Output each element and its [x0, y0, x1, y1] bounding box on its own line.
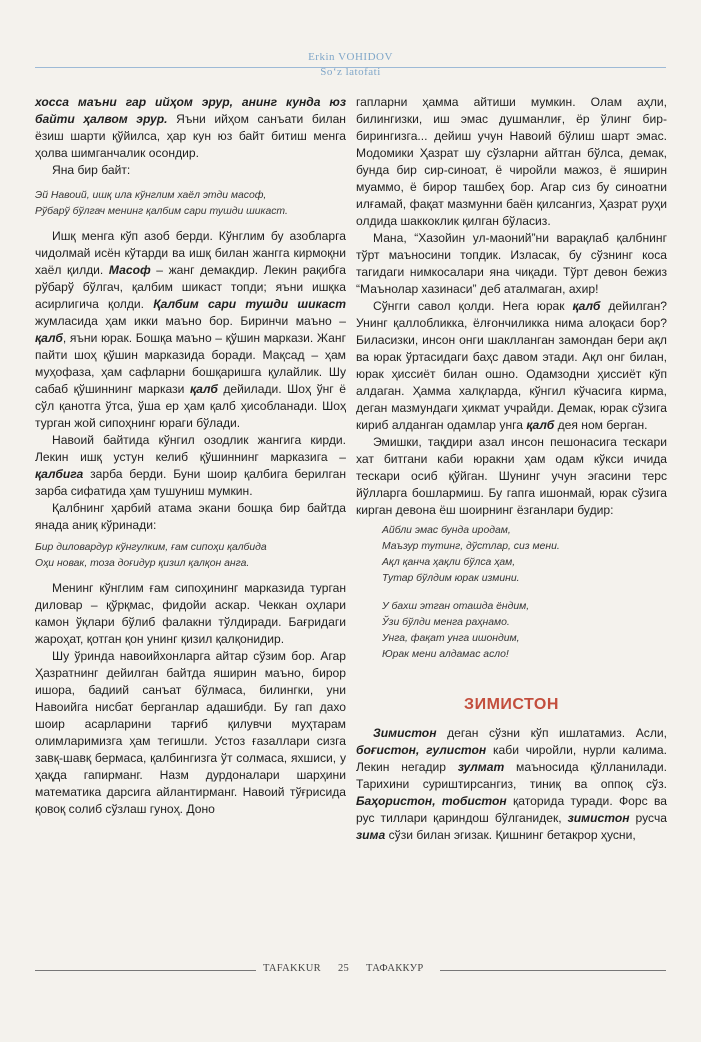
- emphasis: зулмат: [457, 760, 505, 774]
- verse-line: Юрак мени алдамас асло!: [382, 649, 509, 660]
- paragraph: гапларни ҳамма айтиши мумкин. Олам аҳли, билингизки, иш эмас душманлиғ, ёр ўлинг бир-бирингизга... дейиш учун Навоий бўлиш шарт эмас. Модомики Ҳазрат шу сўзларни айтган бўлса, демак, бунда бир сир-синоат, ё чиройли мажоз, ё яширин муаммо, ё бирор ташбеҳ бор. Агар сиз бу синоатни илғамай, фақат мазмунни баён қилсангиз, Ҳазрат руҳи олдида шаккоклик қилган бўласиз.: [356, 95, 667, 228]
- verse-line: Тутар бўлдим юрак измини.: [382, 573, 520, 584]
- verse-quote: [382, 523, 667, 587]
- verse-line: Ўзи бўлди менга раҳнамо.: [382, 617, 510, 628]
- footer-rule-right: [440, 970, 666, 971]
- verse-line: Рўбарў бўлгач менинг қалбим сари тушди шикаст.: [35, 206, 288, 217]
- emphasis: хосса маъни гар ийҳом эрур, анинг кунда юз байти ҳалвом эрур.: [35, 95, 346, 126]
- emphasis: қалбига: [35, 467, 84, 481]
- paragraph: Ишқ менга кўп азоб берди. Кўнглим бу азобларга чидолмай исён кўтарди ва ишқ билан жангга кирмоқни хаёл қилди. Масоф – жанг демакдир. Лекин рақибга рўбарў бўлгач, қалбим шикаст топди; яъни ишқка асирлигича қолди. Қалбим сари тушди шикаст жумласида ҳам икки маъно бор. Биринчи маъно – қалб, яъни юрак. Бошқа маъно – қўшин маркази. Жанг пайти шоҳ қўшин марказида боради. Мақсад – ҳам муҳофаза, ҳам сафларни бошқаришга қулайлик. Шу сабаб қўшиннинг маркази қалб дейилади. Шоҳ ўнг ё сўл қанотга ўтса, ўша ер ҳам қалб ҳисобланади. Шоҳ турган жой сипоҳнинг юраги бўлади.: [35, 229, 347, 430]
- paragraph: Сўнгги савол қолди. Нега юрак қалб дейилган? Унинг қаллобликка, ёлғончиликка нима алоқаси бор? Биласизки, инсон онги шаклланган замондан бери ақл ва юрак ўртасидаги баҳс давом этади. Ақл онг билан, юрак ҳиссиёт билан ошно. Одамзодни ҳиссиёт кўп алдаган. Ҳамма халқларда, кўнгил кўчасига кирма, деган мазмундаги ҳикмат учрайди. Демак, юрак сўзига кириб алданган одамлар унга қалб дея ном берган.: [356, 299, 667, 432]
- emphasis: қалб: [35, 331, 63, 345]
- paragraph: Зимистон деган сўзни кўп ишлатамиз. Асли, боғистон, гулистон каби чиройли, нурли калима. Лекин негадир зулмат маъносида қўлланилади. Тарихини суриштирсангиз, тиниқ ва оппоқ сўз. Баҳористон, тобистон қаторида туради. Форс ва рус тиллари қариндош бўлганидек, зимистон русча зима сўзи билан эгизак. Қишнинг бетакрор ҳусни,: [356, 726, 667, 842]
- emphasis: қалб: [526, 418, 555, 432]
- verse-line: Оҳи новак, тоза доғидур қизил қалқон анга.: [35, 558, 250, 569]
- verse-line: Унга, фақат унга ишондим,: [382, 633, 520, 644]
- header-subtitle: So‘z latofati: [320, 66, 381, 78]
- paragraph: Навоий байтида кўнгил озодлик жангига кирди. Лекин ишқ устун келиб қўшиннинг марказига – қалбига зарба берди. Буни шоир қалбига берилган зарба сифатида ҳам тушуниш мумкин.: [35, 433, 346, 498]
- left-column: [35, 94, 346, 818]
- paragraph: Шу ўринда навоийхонларга айтар сўзим бор. Агар Ҳазратнинг дейилган байтда яширин маъно, бирор ишора, бадиий санъат бўлмаса, билингки, уни Навоийга нисбат берганлар адашибди. Бу гап дахо шоир асарларини тарғиб қилувчи муҳтарам олимларимизга ҳам тегишли. Устоз ғазаллари сизга завқ-шавқ бермаса, қалбингизга ўт солмаса, яхшиси, у ҳақда гапирманг. Назм дурдоналари шарҳини математика дарсига айлантирманг. Навоий тўғрисида қовоқ солиб сўзлаш гуноҳ. Доно: [35, 649, 346, 816]
- emphasis: зима: [356, 828, 386, 842]
- paragraph: хосса маъни гар ийҳом эрур, анинг кунда юз байти ҳалвом эрур. Яъни ийҳом санъати билан ёзиш шарти қўйилса, ҳар кун юз байт битиш менга ҳолва шимганчалик осондир.: [35, 95, 346, 160]
- section-heading: ЗИМИСТОН: [464, 696, 559, 713]
- verse-quote: [35, 188, 346, 220]
- emphasis: боғистон, гулистон: [356, 743, 487, 757]
- verse-line: У бахш этган оташда ёндим,: [382, 601, 530, 612]
- emphasis: Баҳористон, тобистон: [356, 794, 507, 808]
- emphasis: қалб: [572, 299, 601, 313]
- paragraph: Менинг кўнглим ғам сипоҳининг марказида турган диловар – қўрқмас, фидойи аскар. Чеккан оҳлари камон ўқлари бўлиб фалакни тўлдиради. Бағридаги жароҳат, қотган қон унинг қизил қалқонидир.: [35, 581, 346, 646]
- verse-line: Бир диловардур кўнгулким, ғам сипоҳи қалбида: [35, 542, 267, 553]
- paragraph: Мана, “Хазойин ул-маоний”ни варақлаб қалбнинг тўрт маъносини топдик. Излаcак, бу сўзнинг коса тагидаги нимкосалари яна чиқади. Тўрт девон бежиз “Маънолар хазинаси” деб аталмаган, ахир!: [356, 231, 667, 296]
- verse-quote: [382, 599, 667, 663]
- footer-right-text: ТАФАККУР: [366, 963, 424, 974]
- page-footer: [0, 962, 701, 978]
- verse-line: Эй Навоий, ишқ ила кўнглим хаёл этди масоф,: [35, 190, 267, 201]
- emphasis: Масоф: [108, 263, 151, 277]
- paragraph: Эмишки, тақдири азал инсон пешонасига тескари хат битгани каби юракни ҳам одам кўкси ичида тескари осиб қўйган. Шунинг учун эгасини терс йўлларга бошлармиш. Бу гапга ишонмай, юрак сўзига кирган девона ёш шоирнинг ёзганлари будир:: [356, 435, 667, 517]
- footer-rule-left: [35, 970, 256, 971]
- verse-quote: [35, 540, 346, 572]
- emphasis: қалб: [189, 382, 218, 396]
- footer-left-text: TAFAKKUR: [263, 963, 321, 974]
- paragraph: Яна бир байт:: [52, 163, 131, 177]
- emphasis: Қалбим сари тушди шикаст: [153, 297, 347, 311]
- header-author: Erkin VOHIDOV: [308, 51, 393, 63]
- verse-line: Айбли эмас бунда иродам,: [382, 525, 511, 536]
- verse-line: Маъзур тутинг, дўстлар, сиз мени.: [382, 541, 560, 552]
- page-number: 25: [338, 963, 350, 974]
- verse-line: Ақл қанча ҳақли бўлса ҳам,: [382, 557, 516, 568]
- emphasis: Зимистон: [373, 726, 437, 740]
- right-column: [356, 94, 667, 844]
- emphasis: зимистон: [567, 811, 630, 825]
- paragraph: Қалбнинг ҳарбий атама экани бошқа бир байтда янада аниқ кўринади:: [35, 501, 346, 532]
